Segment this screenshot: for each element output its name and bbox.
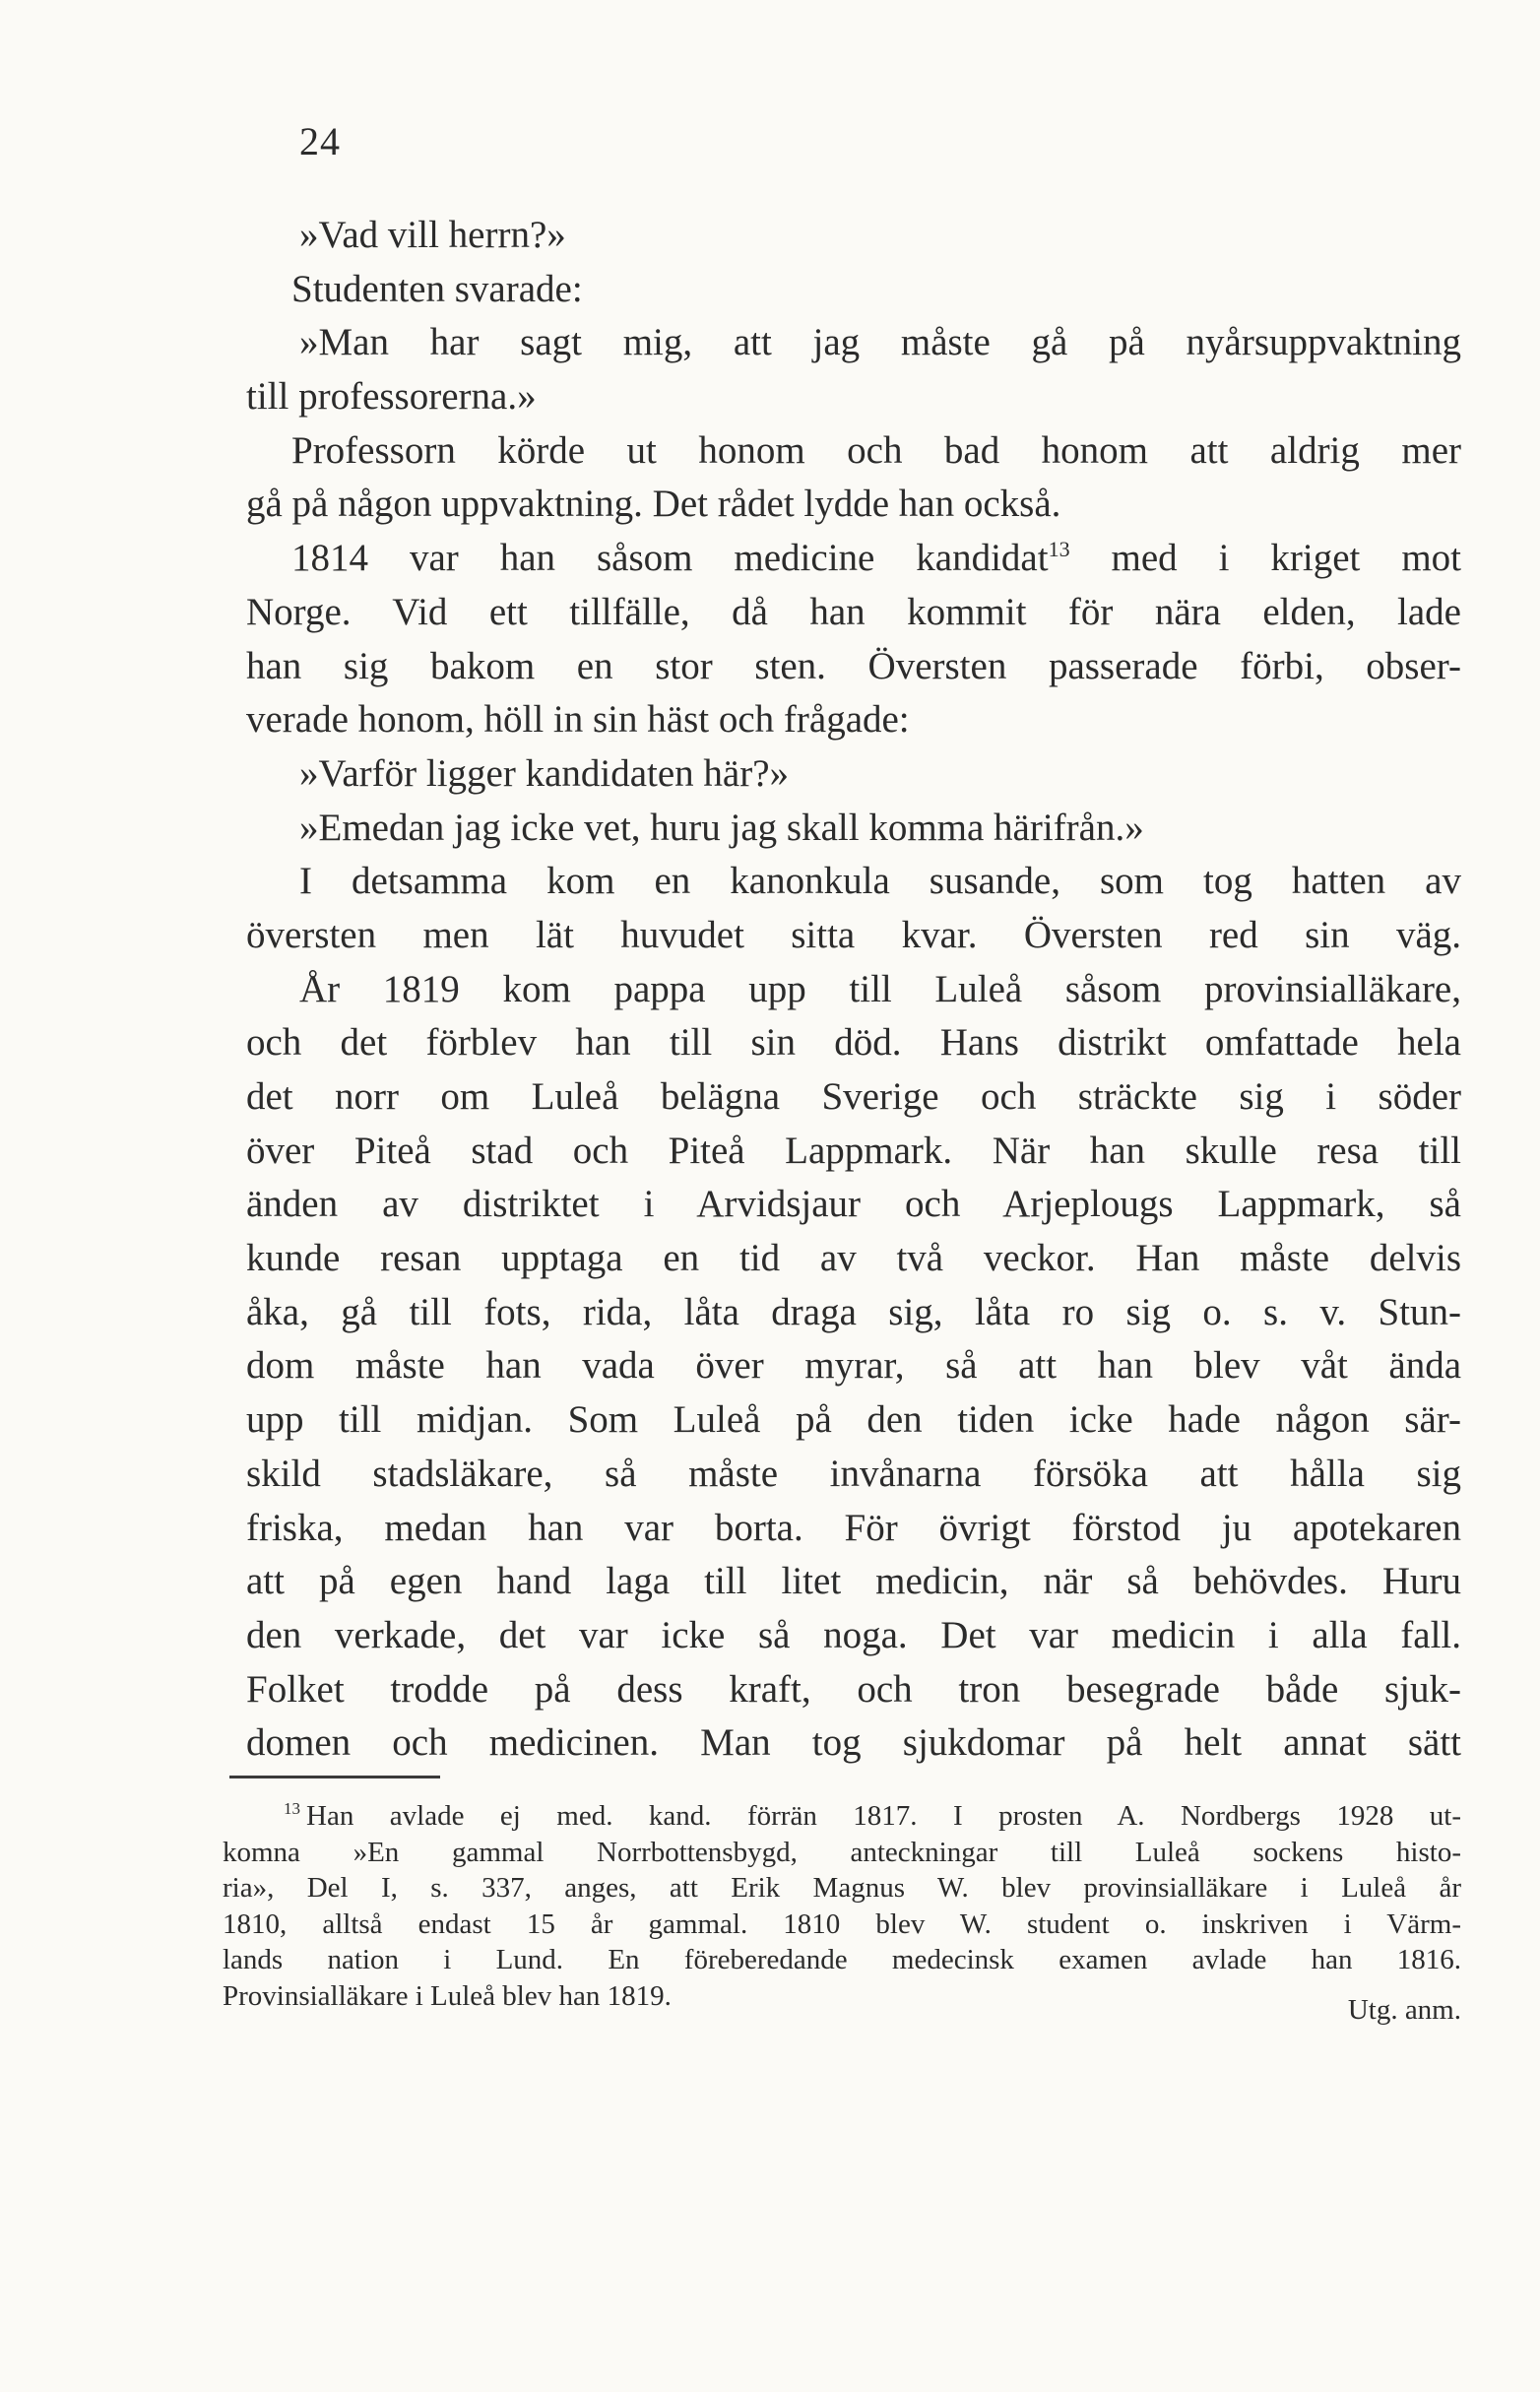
footnote-line: ria», Del I, s. 337, anges, att Erik Magnus W. blev provinsialläkare i Luleå år bbox=[223, 1872, 1461, 1904]
text-line: översten men lät huvudet sitta kvar. Översten red sin väg. bbox=[246, 913, 1461, 956]
text-line: över Piteå stad och Piteå Lappmark. När han skulle resa till bbox=[246, 1129, 1461, 1172]
text-line: änden av distriktet i Arvidsjaur och Arjeplougs Lappmark, så bbox=[246, 1183, 1461, 1226]
text-line: gå på någon uppvaktning. Det rådet lydde han också. bbox=[246, 483, 1061, 526]
footnote-signature: Utg. anm. bbox=[1347, 1993, 1461, 2026]
footnote-line: komna »En gammal Norrbottensbygd, anteckningar till Luleå sockens histo- bbox=[223, 1836, 1461, 1868]
footnote-line: lands nation i Lund. En föreberedande medecinsk examen avlade han 1816. bbox=[223, 1944, 1461, 1975]
footnote-divider bbox=[229, 1776, 440, 1778]
text-line: Professorn körde ut honom och bad honom att aldrig mer bbox=[291, 428, 1461, 472]
text-line: »Man har sagt mig, att jag måste gå på nyårsuppvaktning bbox=[299, 321, 1461, 364]
text-line: Norge. Vid ett tillfälle, då han kommit för nära elden, lade bbox=[246, 590, 1461, 633]
text-line: till professorerna.» bbox=[246, 375, 537, 419]
footnote-line: Provinsialläkare i Luleå blev han 1819. Utg. anm. bbox=[223, 1978, 1461, 2015]
text-line: det norr om Luleå belägna Sverige och sträckte sig i söder bbox=[246, 1075, 1461, 1118]
footnote-marker: 13 bbox=[284, 1799, 300, 1819]
text-line: »Varför ligger kandidaten här?» bbox=[299, 751, 790, 795]
text-line: åka, gå till fots, rida, låta draga sig, låta ro sig o. s. v. Stun- bbox=[246, 1290, 1461, 1333]
text-line: verade honom, höll in sin häst och frågade: bbox=[246, 698, 910, 742]
footnote bbox=[223, 1798, 1461, 2026]
text-line: Studenten svarade: bbox=[291, 267, 583, 310]
text-line: upp till midjan. Som Luleå på den tiden icke hade någon sär- bbox=[246, 1398, 1461, 1442]
text-line: och det förblev han till sin död. Hans distrikt omfattade hela bbox=[246, 1021, 1461, 1065]
text-line: kunde resan upptaga en tid av två veckor. Han måste delvis bbox=[246, 1237, 1461, 1280]
text-line: skild stadsläkare, så måste invånarna försöka att hålla sig bbox=[246, 1452, 1461, 1495]
body-text bbox=[246, 209, 1461, 1771]
text-line: »Vad vill herrn?» bbox=[299, 214, 566, 256]
footnote-line: 1810, alltså endast 15 år gammal. 1810 blev W. student o. inskriven i Värm- bbox=[223, 1907, 1461, 1940]
text-line: År 1819 kom pappa upp till Luleå såsom provinsialläkare, bbox=[299, 967, 1461, 1010]
text-line: dom måste han vada över myrar, så att han blev våt ända bbox=[246, 1344, 1461, 1388]
text-line: han sig bakom en stor sten. Översten passerade förbi, obser- bbox=[246, 644, 1461, 687]
footnote-line: $^{13}$ Han avlade ej med. kand. förrän 1817. I prosten A. Nordbergs 1928 ut- bbox=[284, 1799, 1461, 1832]
text-line: 1814 var han såsom medicine kandidat$^{13}$ med i kriget mot bbox=[291, 537, 1461, 580]
text-line: friska, medan han var borta. För övrigt förstod ju apotekaren bbox=[246, 1506, 1461, 1549]
text-line: I detsamma kom en kanonkula susande, som tog hatten av bbox=[299, 860, 1461, 903]
footnote-reference: 13 bbox=[1048, 537, 1070, 562]
page-number: 24 bbox=[299, 119, 341, 163]
text-line: domen och medicinen. Man tog sjukdomar på helt annat sätt bbox=[246, 1721, 1461, 1765]
text-line: Folket trodde på dess kraft, och tron besegrade både sjuk- bbox=[246, 1667, 1461, 1711]
text-line: att på egen hand laga till litet medicin, när så behövdes. Huru bbox=[246, 1560, 1461, 1603]
text-line: »Emedan jag icke vet, huru jag skall komma härifrån.» bbox=[299, 806, 1144, 849]
text-line: den verkade, det var icke så noga. Det var medicin i alla fall. bbox=[246, 1613, 1461, 1656]
